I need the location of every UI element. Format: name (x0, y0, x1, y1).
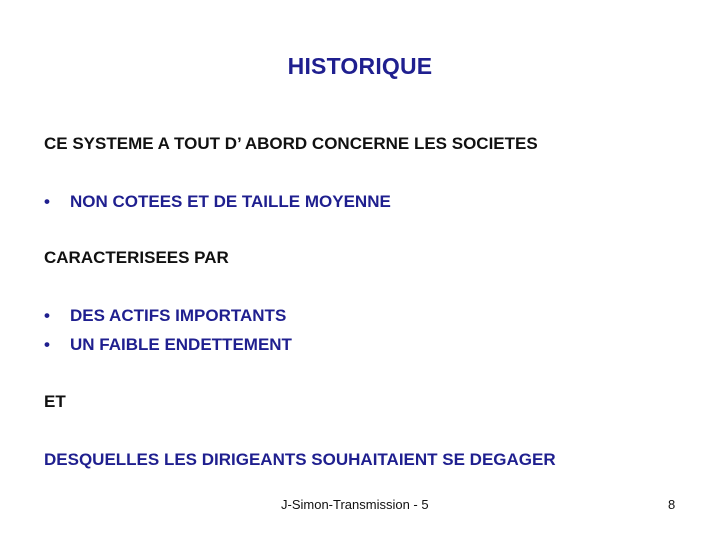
footer-source: J-Simon-Transmission - 5 (281, 497, 429, 512)
page-number: 8 (668, 497, 676, 512)
bullet-icon: • (44, 306, 50, 325)
et-line: ET (44, 392, 66, 411)
bullet-text-3: UN FAIBLE ENDETTEMENT (70, 335, 292, 354)
slide-title: HISTORIQUE (287, 53, 433, 79)
bullet-text-1: NON COTEES ET DE TAILLE MOYENNE (70, 192, 391, 211)
bullet-icon: • (44, 335, 50, 354)
intro-line: CE SYSTEME A TOUT D’ ABORD CONCERNE LES SOCIETES (44, 134, 538, 153)
characterized-line: CARACTERISEES PAR (44, 248, 229, 267)
bullet-icon: • (44, 192, 50, 211)
conclusion-line: DESQUELLES LES DIRIGEANTS SOUHAITAIENT SE DEGAGER (44, 450, 556, 469)
bullet-item-1 (44, 192, 391, 212)
bullet-item-3 (44, 335, 292, 355)
bullet-item-2 (44, 306, 286, 326)
bullet-text-2: DES ACTIFS IMPORTANTS (70, 306, 287, 325)
